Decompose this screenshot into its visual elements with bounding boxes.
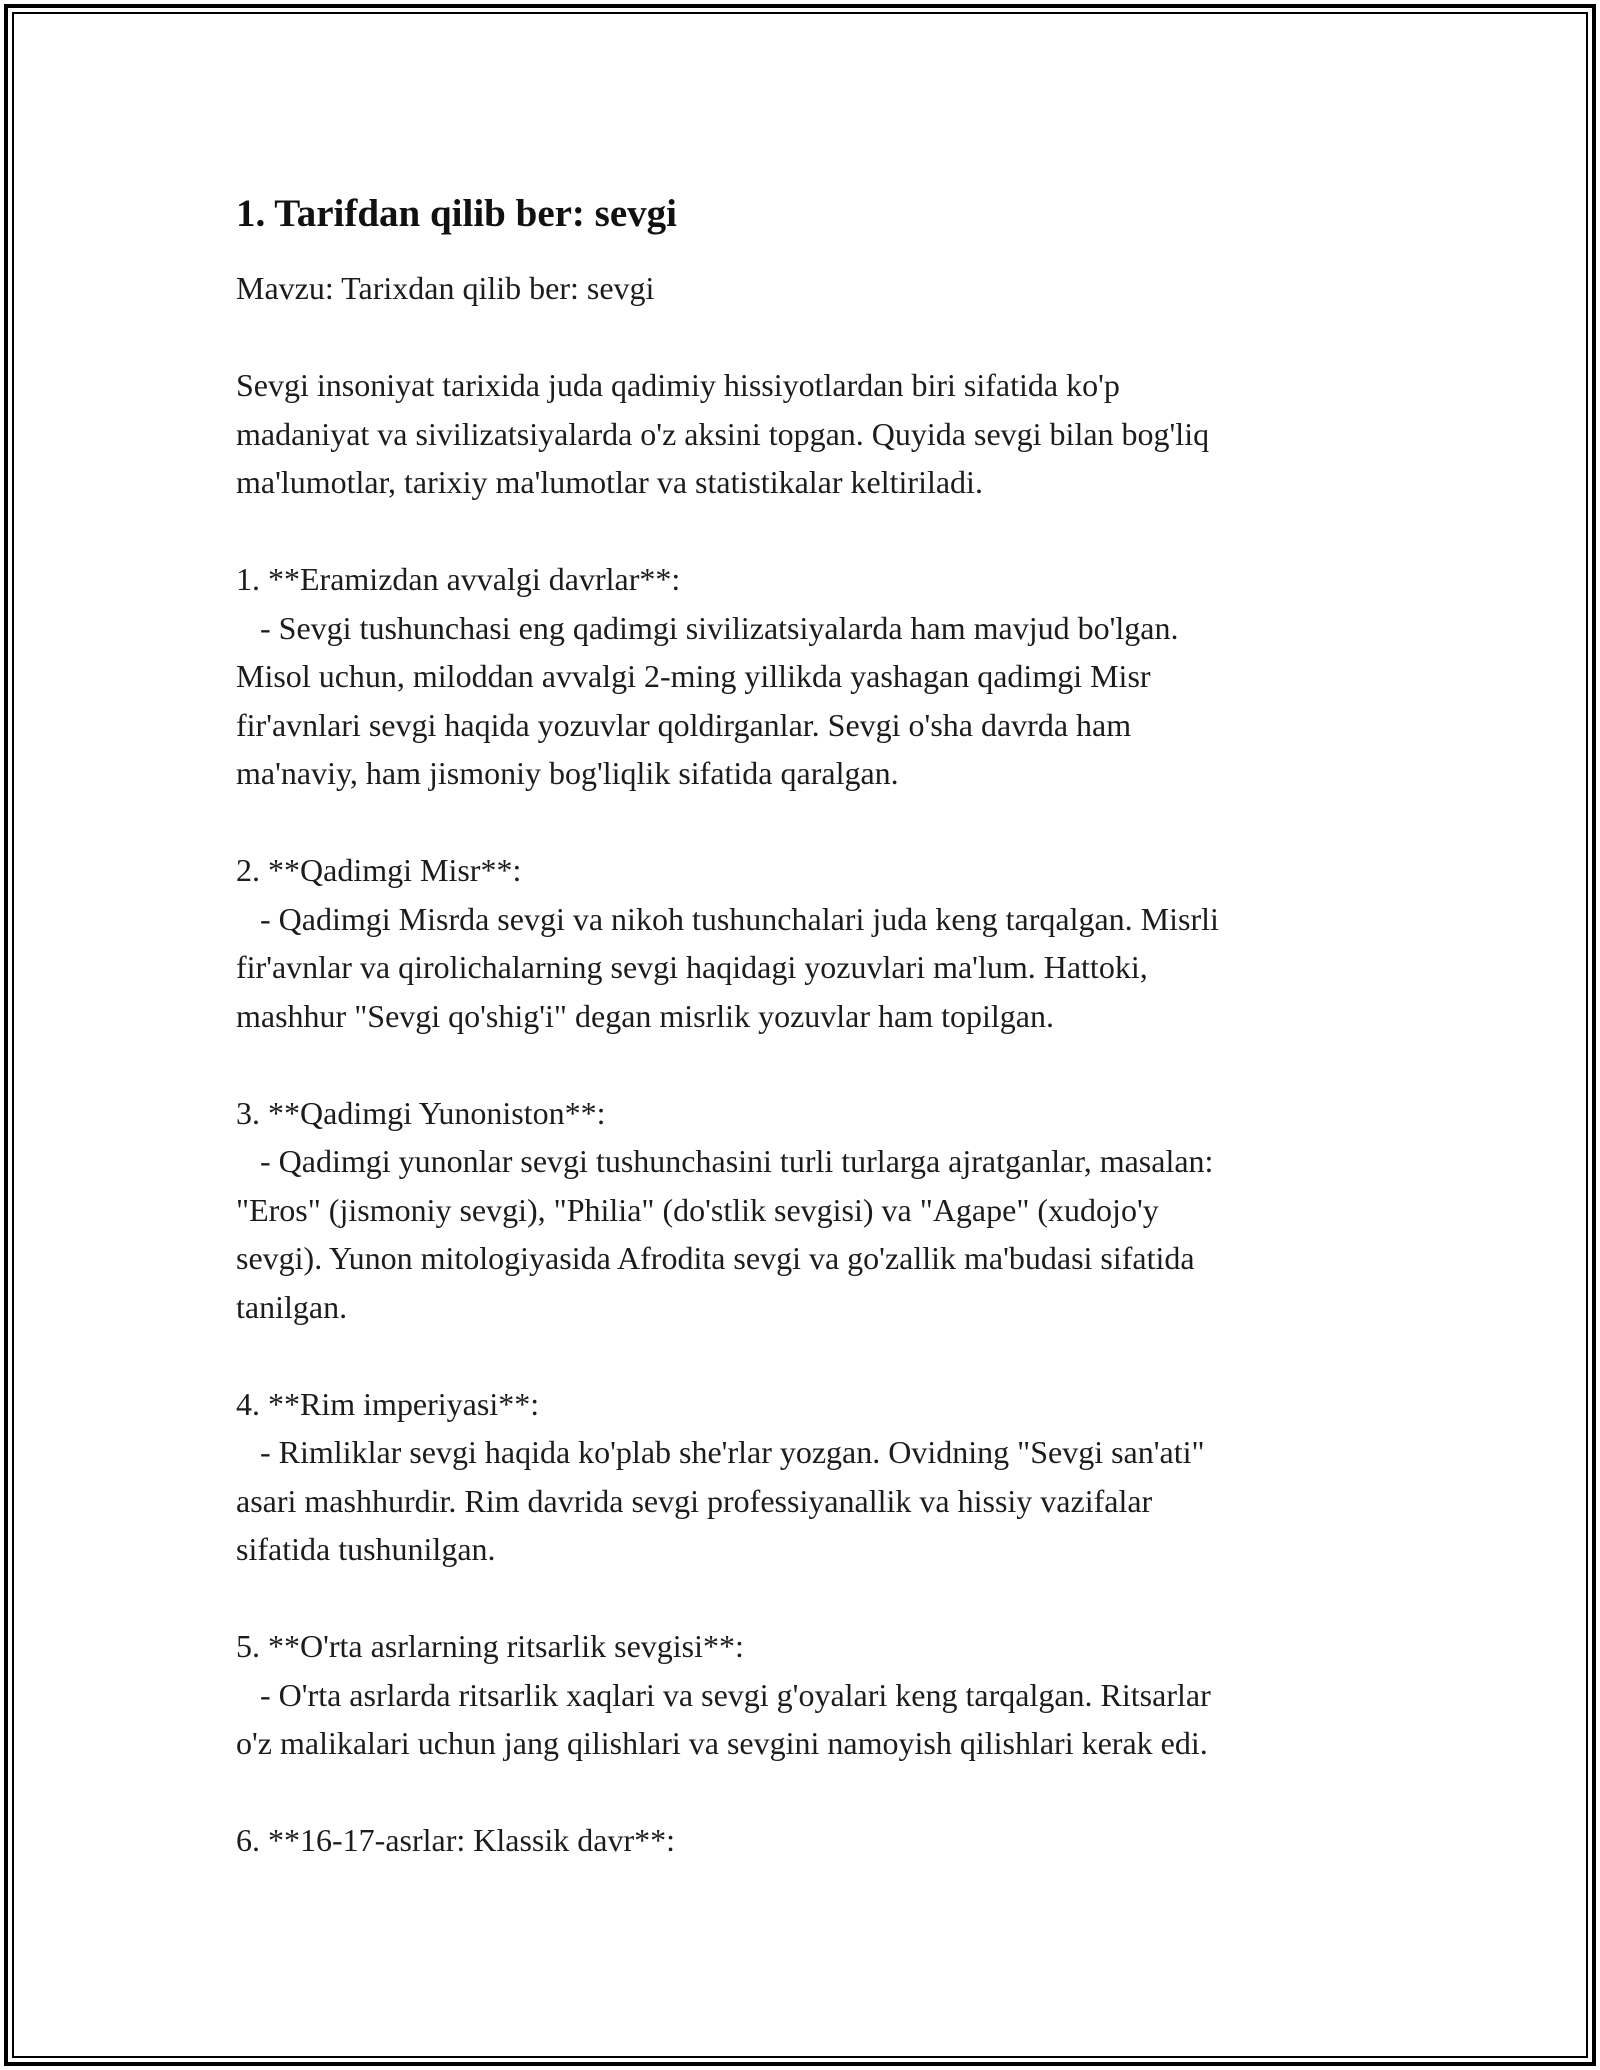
spacer bbox=[236, 1574, 1396, 1623]
spacer bbox=[236, 798, 1396, 847]
section-5 bbox=[236, 1622, 1396, 1768]
section-heading: 1. **Eramizdan avvalgi davrlar**: bbox=[236, 561, 681, 597]
section-body: - Sevgi tushunchasi eng qadimgi sivilizatsiyalarda ham mavjud bo'lgan. Misol uchun, miloddan avvalgi 2-ming yillikda yashagan qadimgi Misr fir'avnlari sevgi haqida yozuvlar qoldirganlar. Sevgi o'sha davrda ham ma'naviy, ham jismoniy bog'liqlik sifatida qaralgan. bbox=[236, 609, 1179, 791]
section-body: - Qadimgi Misrda sevgi va nikoh tushunchalari juda keng tarqalgan. Misrli fir'avnlar va qirolichalarning sevgi haqidagi yozuvlari ma'lum. Hattoki, mashhur "Sevgi qo'shig'i" degan misrlik yozuvlar ham topilgan. bbox=[236, 900, 1219, 1034]
section-body: - Rimliklar sevgi haqida ko'plab she'rlar yozgan. Ovidning "Sevgi san'ati" asari mashhurdir. Rim davrida sevgi professiyanallik va hissiy vazifalar sifatida tushunilgan. bbox=[236, 1434, 1205, 1567]
subject-line: Mavzu: Tarixdan qilib ber: sevgi bbox=[236, 270, 655, 306]
section-2 bbox=[236, 846, 1396, 1040]
section-heading: 3. **Qadimgi Yunoniston**: bbox=[236, 1094, 606, 1131]
spacer bbox=[236, 1040, 1396, 1089]
section-6 bbox=[236, 1816, 1396, 1865]
section-heading: 2. **Qadimgi Misr**: bbox=[236, 852, 522, 888]
spacer bbox=[236, 507, 1396, 556]
intro-paragraph: Sevgi insoniyat tarixida juda qadimiy hissiyotlardan biri sifatida ko'p madaniyat va sivilizatsiyalarda o'z aksini topgan. Quyida sevgi bilan bog'liq ma'lumotlar, tarixiy ma'lumotlar va statistikalar keltiriladi. bbox=[236, 367, 1210, 500]
section-1 bbox=[236, 555, 1396, 798]
section-heading: 4. **Rim imperiyasi**: bbox=[236, 1385, 540, 1422]
section-body: - Qadimgi yunonlar sevgi tushunchasini turli turlarga ajratganlar, masalan: "Eros" (jismoniy sevgi), "Philia" (do'stlik sevgisi) va "Agape" (xudojo'y sevgi). Yunon mitologiyasida Afrodita sevgi va go'zallik ma'budasi sifatida tanilgan. bbox=[236, 1143, 1214, 1325]
section-heading: 6. **16-17-asrlar: Klassik davr**: bbox=[236, 1822, 676, 1858]
spacer bbox=[236, 1331, 1396, 1380]
document-body bbox=[236, 188, 1396, 1865]
spacer bbox=[236, 313, 1396, 362]
section-heading: 5. **O'rta asrlarning ritsarlik sevgisi**: bbox=[236, 1628, 744, 1664]
section-3 bbox=[236, 1089, 1396, 1332]
section-4 bbox=[236, 1380, 1396, 1574]
spacer bbox=[236, 1768, 1396, 1817]
document-title: 1. Tarifdan qilib ber: sevgi bbox=[236, 192, 677, 235]
section-body: - O'rta asrlarda ritsarlik xaqlari va sevgi g'oyalari keng tarqalgan. Ritsarlar o'z malikalari uchun jang qilishlari va sevgini namoyish qilishlari kerak edi. bbox=[236, 1676, 1211, 1761]
